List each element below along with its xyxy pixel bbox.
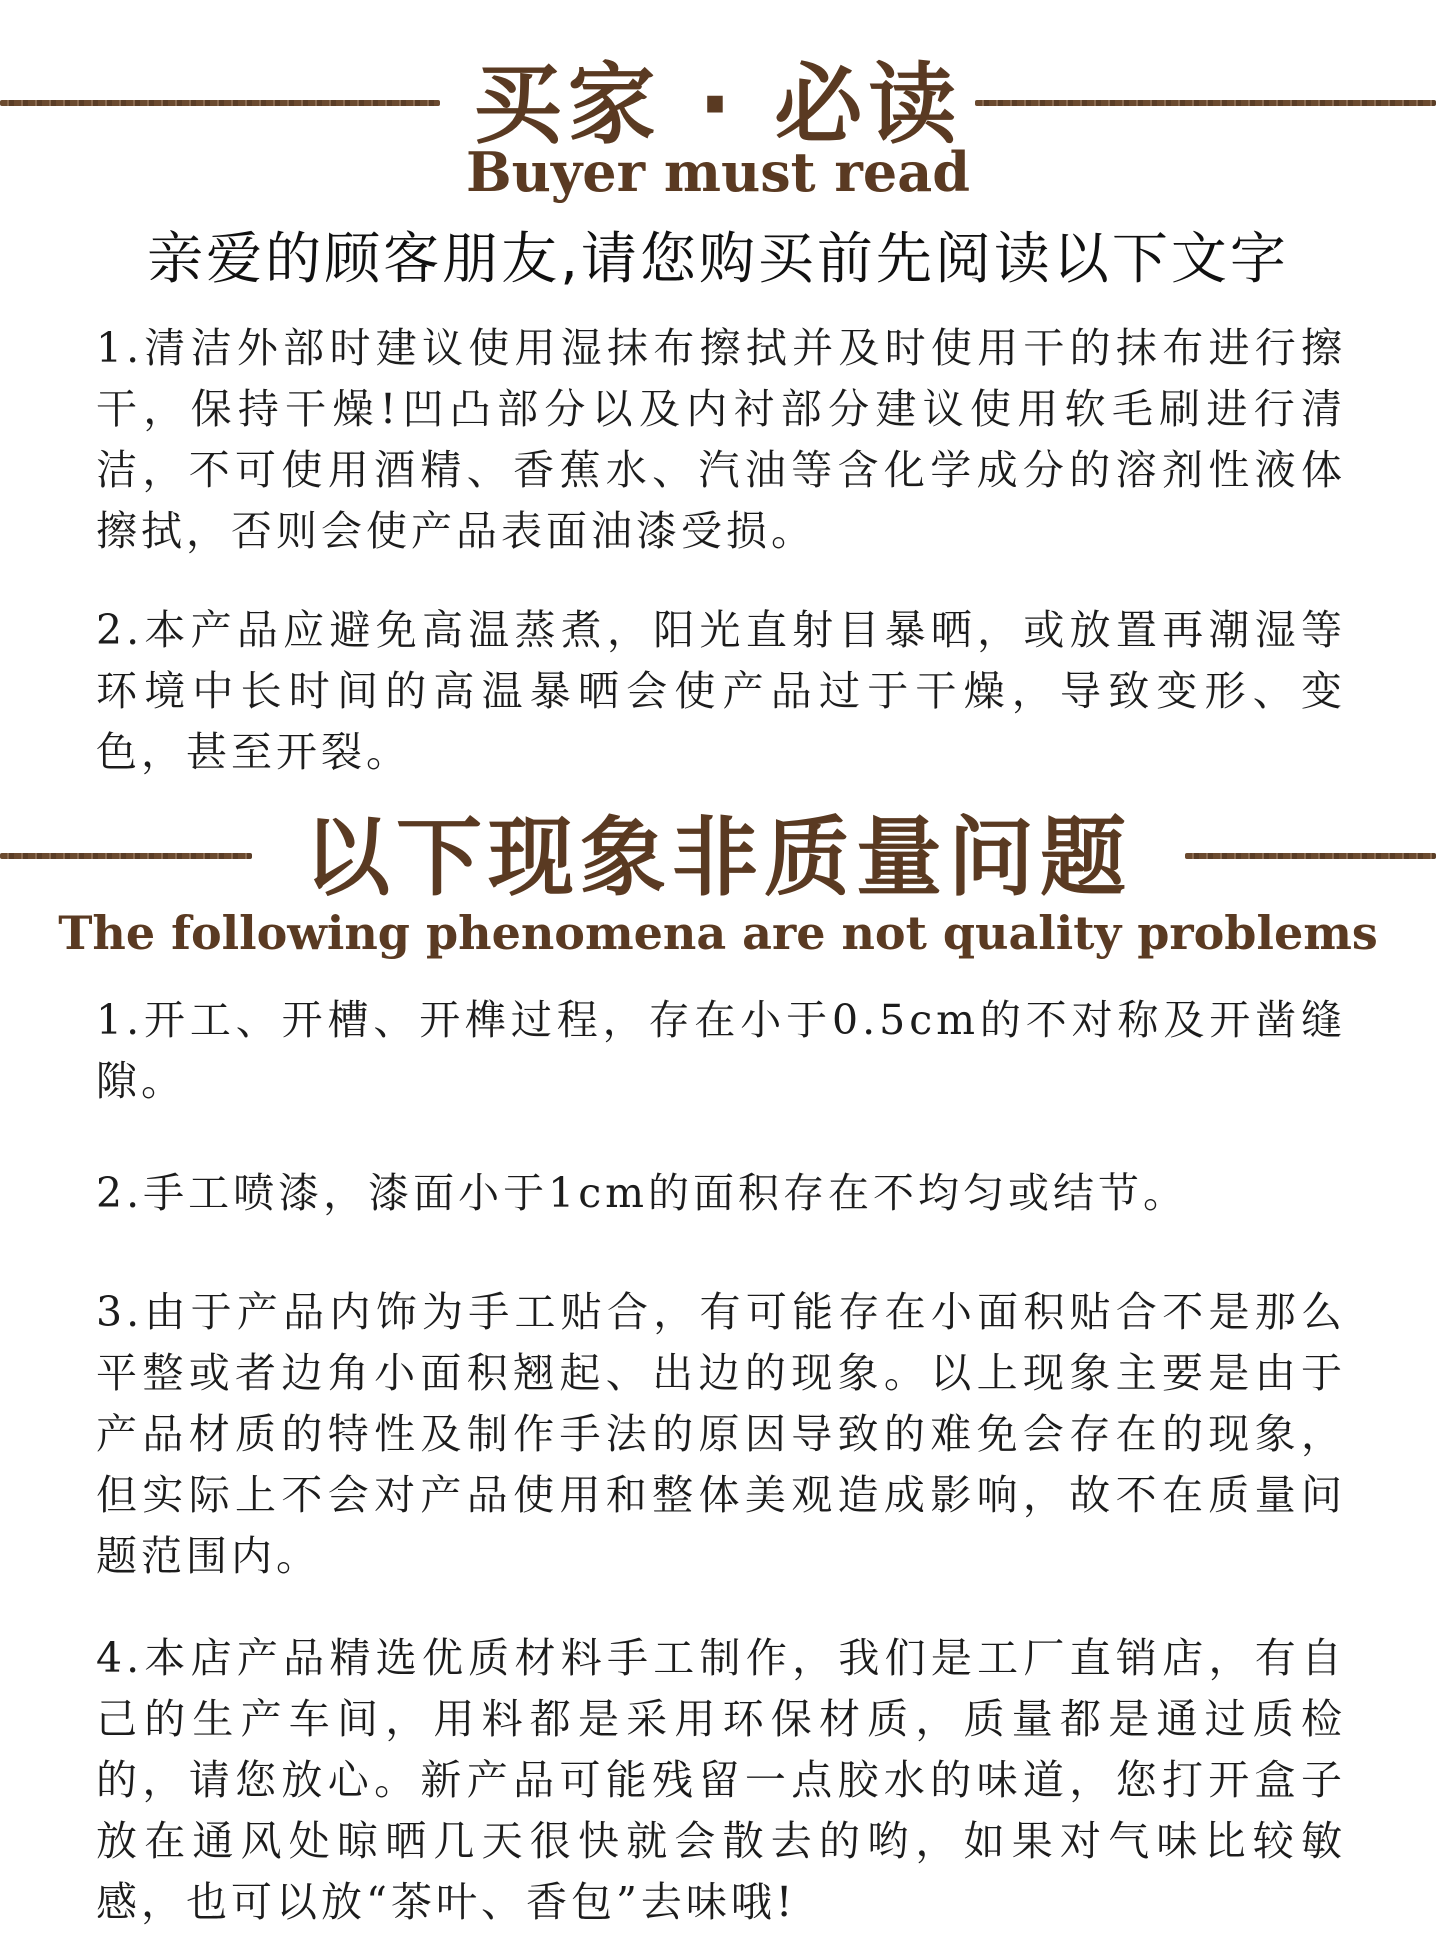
exception-item-4: 4.本店产品精选优质材料手工制作，我们是工厂直销店，有自己的生产车间，用料都是采用环保材质，质量都是通过质检的，请您放心。新产品可能残留一点胶水的味道，您打开盒子放在通风处晾晒几天很快就会散去的哟，如果对气味比较敏感，也可以放“茶叶、香包”去味哦! bbox=[96, 1634, 1346, 1926]
exception-item-3: 3.由于产品内饰为手工贴合，有可能存在小面积贴合不是那么平整或者边角小面积翘起、出边的现象。以上现象主要是由于产品材质的特性及制作手法的原因导致的难免会存在的现象，但实际上不会对产品使用和整体美观造成影响，故不在质量问题范围内。 bbox=[96, 1288, 1346, 1580]
section1-subtitle: 亲爱的顾客朋友,请您购买前先阅读以下文字 bbox=[147, 227, 1289, 292]
section2-title-en: The following phenomena are not quality problems bbox=[58, 906, 1378, 960]
section1-title-cn: 买家 · 必读 bbox=[473, 53, 963, 156]
exception-item-1: 1.开工、开槽、开榫过程，存在小于0.5cm的不对称及开凿缝隙。 bbox=[96, 996, 1346, 1105]
section2-title-cn: 以下现象非质量问题 bbox=[304, 808, 1132, 908]
section1-title-en: Buyer must read bbox=[466, 140, 970, 204]
care-instruction-1: 1.清洁外部时建议使用湿抹布擦拭并及时使用干的抹布进行擦干，保持干燥!凹凸部分以及内衬部分建议使用软毛刷进行清洁，不可使用酒精、香蕉水、汽油等含化学成分的溶剂性液体擦拭，否则会使产品表面油漆受损。 bbox=[96, 324, 1346, 555]
exception-item-2: 2.手工喷漆，漆面小于1cm的面积存在不均匀或结节。 bbox=[96, 1169, 1189, 1217]
care-instruction-2: 2.本产品应避免高温蒸煮，阳光直射目暴晒，或放置再潮湿等环境中长时间的高温暴晒会使产品过于干燥，导致变形、变色，甚至开裂。 bbox=[96, 606, 1346, 776]
